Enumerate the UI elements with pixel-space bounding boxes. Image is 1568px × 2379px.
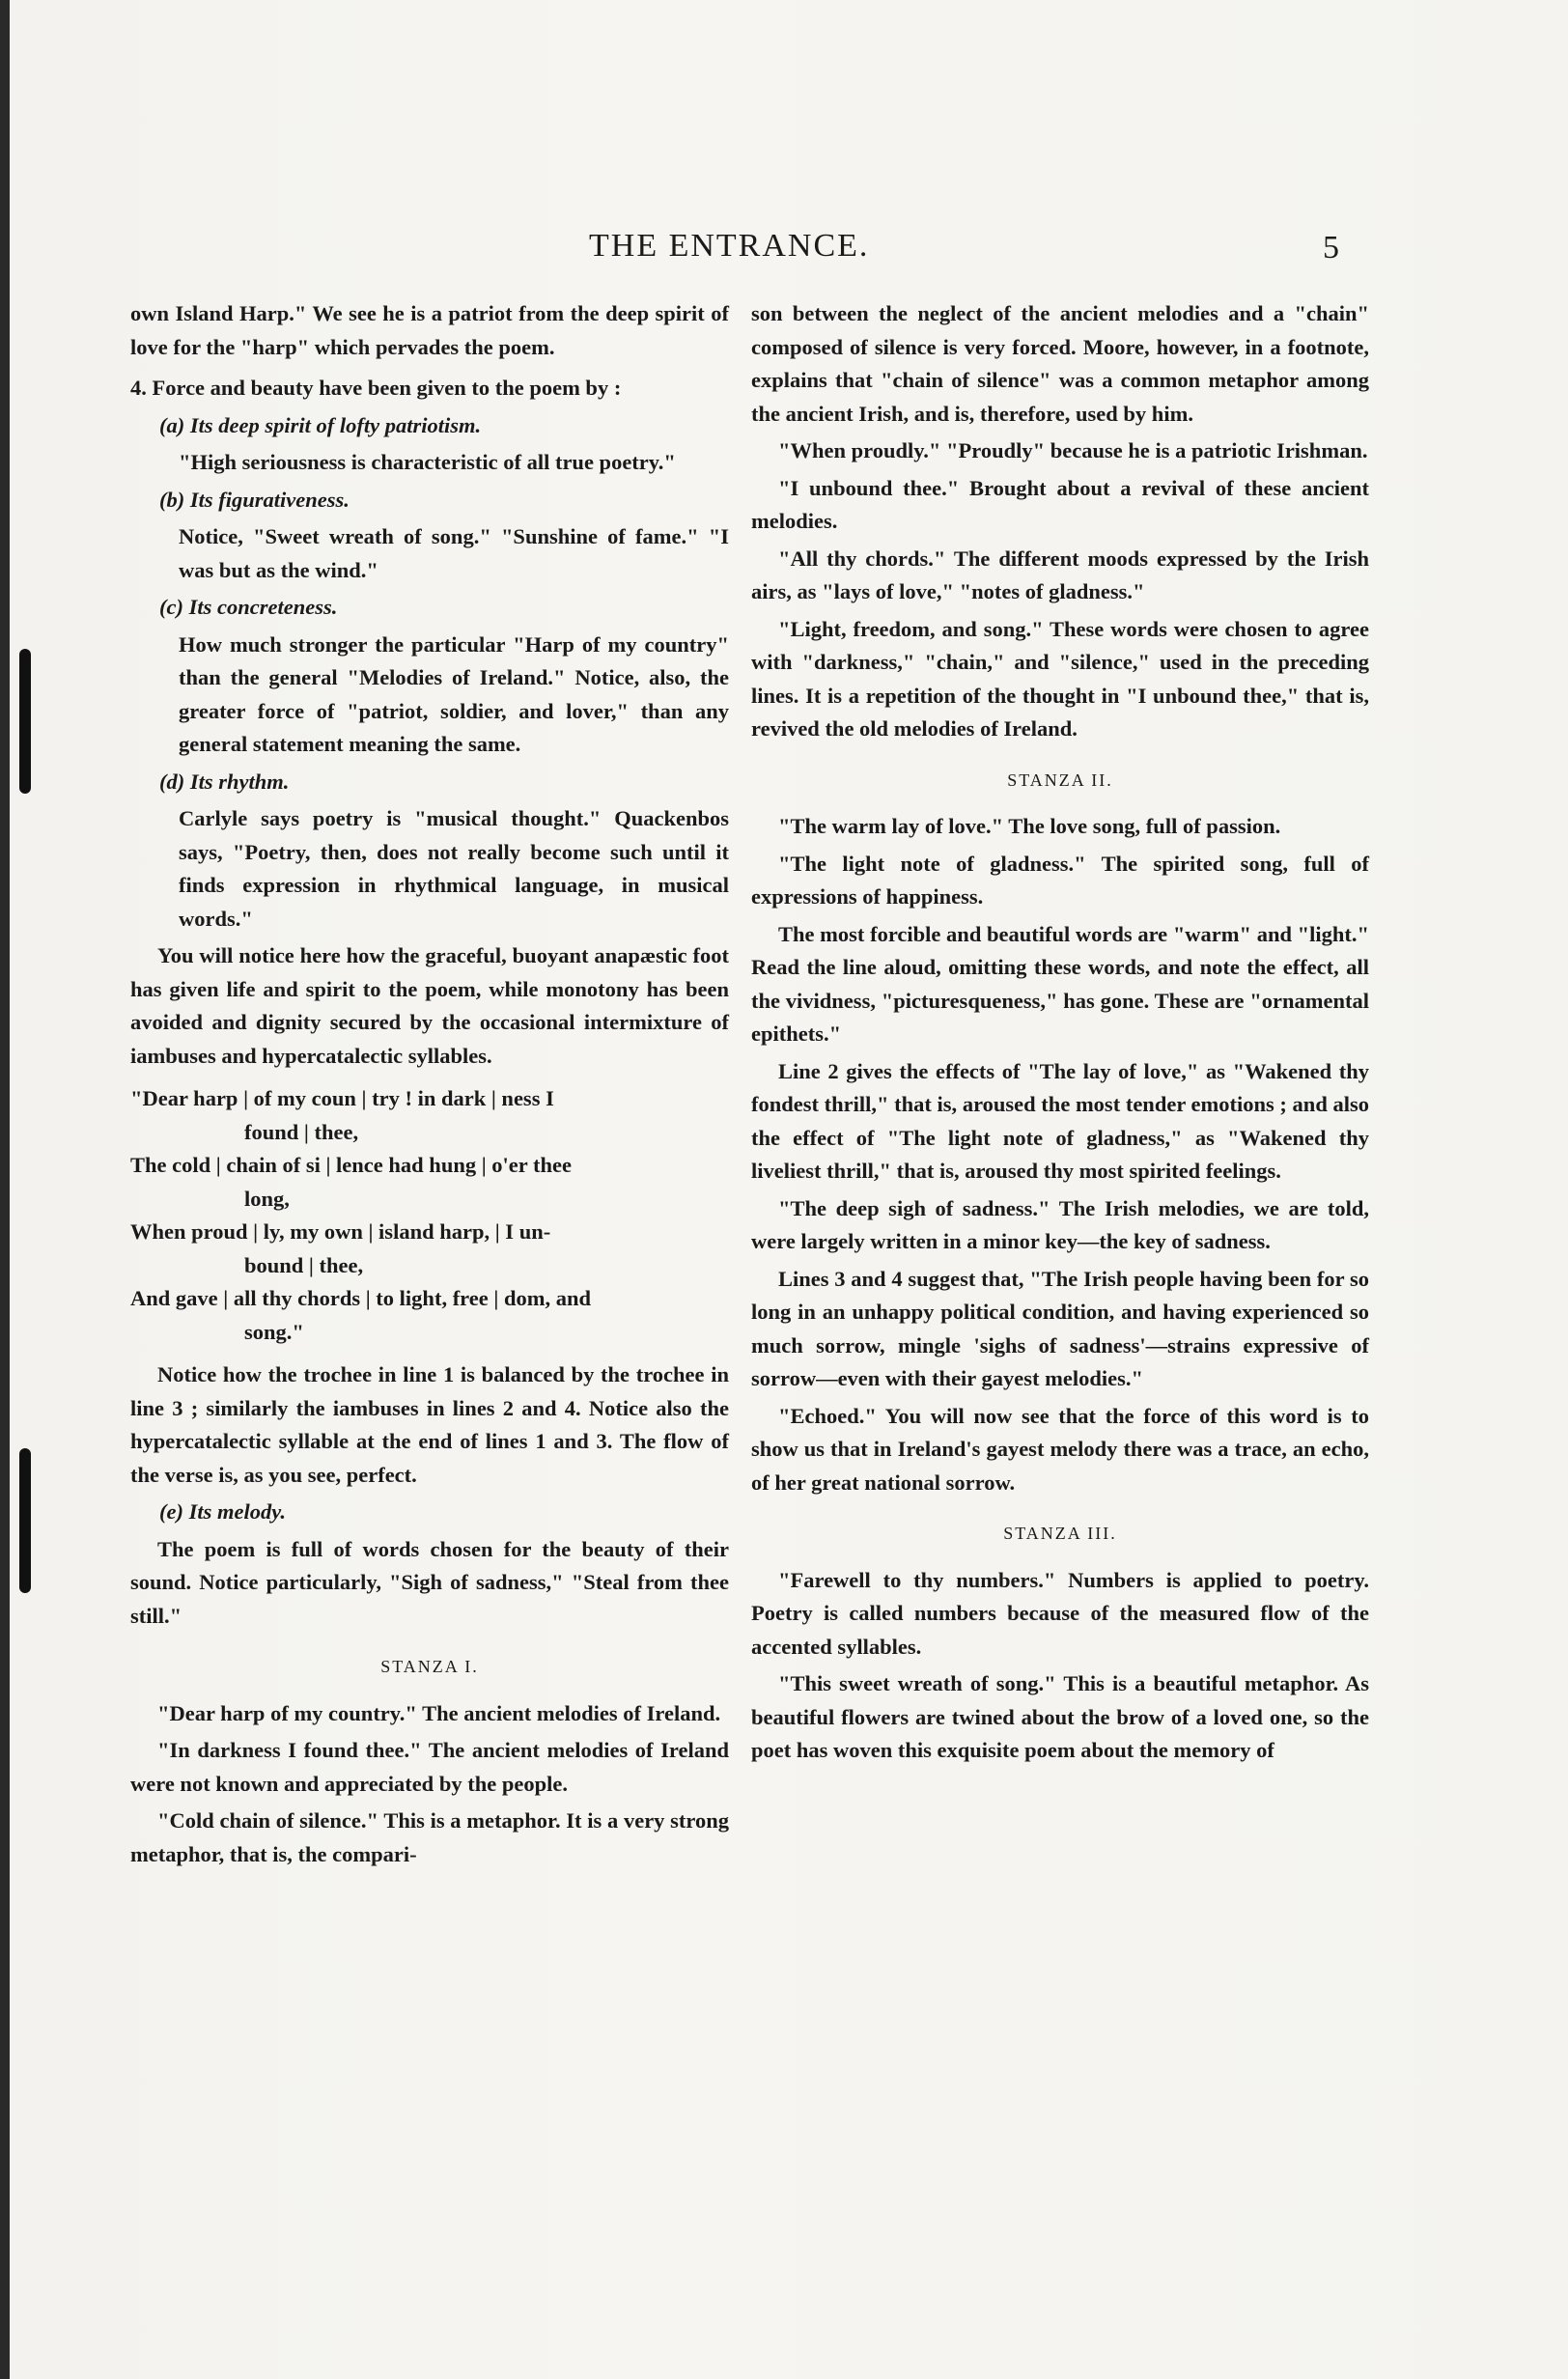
- paragraph: 4. Force and beauty have been given to the poem by :: [130, 376, 622, 400]
- margin-mark: [19, 1448, 31, 1593]
- paragraph: "Cold chain of silence." This is a metaphor. It is a very strong metaphor, that is, the compari-: [130, 1808, 729, 1866]
- paragraph: "This sweet wreath of song." This is a beautiful metaphor. As beautiful flowers are twined about the brow of a loved one, so the poet has woven this exquisite poem about the memory of: [751, 1671, 1369, 1762]
- subheading: (a) Its deep spirit of lofty patriotism.: [159, 412, 482, 437]
- paragraph: "The deep sigh of sadness." The Irish melodies, we are told, were largely written in a minor key—the key of sadness.: [751, 1195, 1369, 1253]
- subheading: (b) Its figurativeness.: [159, 487, 350, 512]
- paragraph: "All thy chords." The different moods expressed by the Irish airs, as "lays of love," "notes of gladness.": [751, 546, 1369, 603]
- subheading: (e) Its melody.: [159, 1499, 287, 1524]
- stanza-heading: STANZA II.: [1007, 770, 1113, 790]
- paragraph: "Light, freedom, and song." These words were chosen to agree with "darkness," "chain," and "silence," used in the preceding lines. It is a repetition of the thought in "I unbound thee," that is, revived the old melodies of Ireland.: [751, 616, 1369, 741]
- paragraph: "Echoed." You will now see that the force of this word is to show us that in Ireland's gayest melody there was a trace, an echo, of her great national sorrow.: [751, 1403, 1369, 1495]
- paragraph: The most forcible and beautiful words are "warm" and "light." Read the line aloud, omitting these words, and note the effect, all the vividness, "picturesqueness," has gone. These are "ornamental epithets.": [751, 921, 1369, 1046]
- verse-line: The cold | chain of si | lence had hung | o'er thee: [130, 1153, 572, 1177]
- verse-line: And gave | all thy chords | to light, free | dom, and: [130, 1286, 591, 1310]
- verse-line: When proud | ly, my own | island harp, | I un-: [130, 1219, 551, 1244]
- paragraph: You will notice here how the graceful, buoyant anapæstic foot has given life and spirit to the poem, while monotony has been avoided and dignity secured by the occasional intermixture of iambuses and hypercatalectic syllables.: [130, 943, 729, 1068]
- verse-line: found | thee,: [244, 1119, 359, 1144]
- stanza-heading: STANZA I.: [380, 1657, 479, 1676]
- paragraph: "In darkness I found thee." The ancient melodies of Ireland were not known and appreciated by the people.: [130, 1738, 729, 1796]
- paragraph: "Dear harp of my country." The ancient melodies of Ireland.: [157, 1700, 721, 1725]
- paragraph: Notice how the trochee in line 1 is balanced by the trochee in line 3 ; similarly the iambuses in lines 2 and 4. Notice also the hypercatalectic syllable at the end of lines 1 and 3. The flow of the verse is, as you see, perfect.: [130, 1362, 729, 1487]
- paragraph: "The light note of gladness." The spirited song, full of expressions of happiness.: [751, 851, 1369, 909]
- right-column: [751, 297, 1369, 1772]
- paragraph: "High seriousness is characteristic of all true poetry.": [179, 450, 676, 474]
- paragraph: Lines 3 and 4 suggest that, "The Irish people having been for so long in an unhappy political condition, and having experienced so much sorrow, mingle 'sighs of sadness'—strains expressive of sorrow—even with their gayest melodies.": [751, 1266, 1369, 1390]
- scanned-verse: [130, 1082, 729, 1349]
- verse-line: song.": [244, 1319, 304, 1344]
- stanza-heading: STANZA III.: [1003, 1524, 1117, 1543]
- margin-mark: [19, 649, 31, 794]
- verse-line: long,: [244, 1186, 290, 1211]
- verse-line: "Dear harp | of my coun | try ! in dark | ness I: [130, 1086, 554, 1110]
- paragraph: "The warm lay of love." The love song, full of passion.: [778, 814, 1281, 838]
- left-column: [130, 297, 729, 1875]
- paragraph: Carlyle says poetry is "musical thought." Quackenbos says, "Poetry, then, does not really become such until it finds expression in rhythmical language, in musical words.": [179, 806, 729, 931]
- paragraph: own Island Harp." We see he is a patriot from the deep spirit of love for the "harp" which pervades the poem.: [130, 301, 729, 359]
- paragraph: "When proudly." "Proudly" because he is a patriotic Irishman.: [778, 438, 1368, 462]
- running-header: THE ENTRANCE.: [589, 228, 870, 264]
- paragraph: son between the neglect of the ancient melodies and a "chain" composed of silence is very forced. Moore, however, in a footnote, explains that "chain of silence" was a common metaphor among the ancient Irish, and is, therefore, used by him.: [751, 301, 1369, 426]
- page-number: 5: [1323, 230, 1339, 266]
- page-edge: [0, 0, 10, 2379]
- paragraph: The poem is full of words chosen for the beauty of their sound. Notice particularly, "Sigh of sadness," "Steal from thee still.": [130, 1536, 729, 1628]
- paragraph: Notice, "Sweet wreath of song." "Sunshine of fame." "I was but as the wind.": [179, 524, 729, 582]
- paragraph: How much stronger the particular "Harp of my country" than the general "Melodies of Ireland." Notice, also, the greater force of "patriot, soldier, and lover," than any general statement meaning the same.: [179, 631, 729, 756]
- subheading: (d) Its rhythm.: [159, 769, 290, 794]
- paragraph: "Farewell to thy numbers." Numbers is applied to poetry. Poetry is called numbers because of the measured flow of the accented syllables.: [751, 1567, 1369, 1659]
- verse-line: bound | thee,: [244, 1252, 364, 1277]
- subheading: (c) Its concreteness.: [159, 595, 338, 619]
- paragraph: Line 2 gives the effects of "The lay of love," as "Wakened thy fondest thrill," that is, aroused the most tender emotions ; and also the effect of "The light note of gladness," as "Wakened thy liveliest thrill," that is, aroused thy most spirited feelings.: [751, 1058, 1369, 1183]
- paragraph: "I unbound thee." Brought about a revival of these ancient melodies.: [751, 475, 1369, 533]
